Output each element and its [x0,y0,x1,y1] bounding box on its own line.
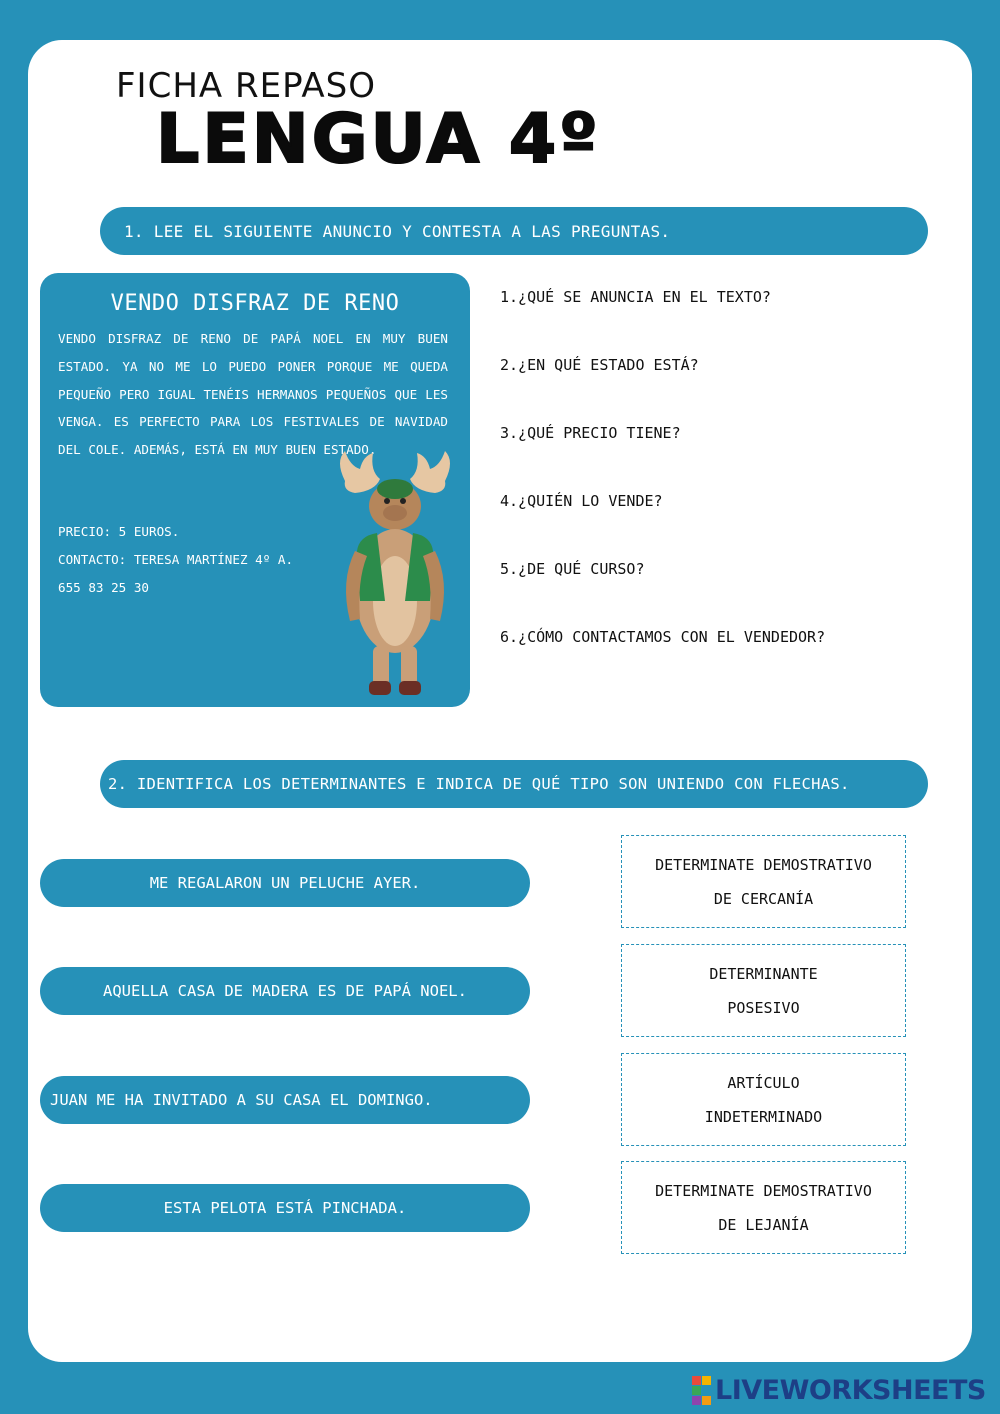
question-2: 2.¿EN QUÉ ESTADO ESTÁ? [500,356,699,374]
page-subtitle: FICHA REPASO [116,66,376,106]
determiner-type-box-4[interactable] [621,1161,906,1254]
question-1: 1.¿QUÉ SE ANUNCIA EN EL TEXTO? [500,288,771,306]
advertisement-card [40,273,470,707]
determiner-type-line2: INDETERMINADO [704,1107,823,1126]
sentence-item-3[interactable]: JUAN ME HA INVITADO A SU CASA EL DOMINGO. [40,1076,530,1124]
determiner-type-line1: DETERMINATE DEMOSTRATIVO [655,855,872,874]
determiner-type-line1: ARTÍCULO [727,1073,800,1092]
question-5: 5.¿DE QUÉ CURSO? [500,560,645,578]
determiner-type-box-1[interactable] [621,835,906,928]
ad-phone: 655 83 25 30 [58,580,149,595]
sentence-item-4[interactable]: ESTA PELOTA ESTÁ PINCHADA. [40,1184,530,1232]
determiner-type-box-2[interactable] [621,944,906,1037]
questions-list [500,288,940,696]
determiner-type-line1: DETERMINANTE [709,964,818,983]
ad-contact: CONTACTO: TERESA MARTÍNEZ 4º A. [58,552,294,567]
sentence-item-2[interactable]: AQUELLA CASA DE MADERA ES DE PAPÁ NOEL. [40,967,530,1015]
exercise-1-instruction: 1. LEE EL SIGUIENTE ANUNCIO Y CONTESTA A LAS PREGUNTAS. [100,207,928,255]
determiner-type-box-3[interactable] [621,1053,906,1146]
ad-title: VENDO DISFRAZ DE RENO [110,291,400,316]
question-3: 3.¿QUÉ PRECIO TIENE? [500,424,681,442]
question-4: 4.¿QUIÉN LO VENDE? [500,492,663,510]
question-6: 6.¿CÓMO CONTACTAMOS CON EL VENDEDOR? [500,628,826,646]
sentence-item-1[interactable]: ME REGALARON UN PELUCHE AYER. [40,859,530,907]
exercise-2-instruction: 2. IDENTIFICA LOS DETERMINANTES E INDICA DE QUÉ TIPO SON UNIENDO CON FLECHAS. [100,760,928,808]
determiner-type-line2: DE LEJANÍA [718,1215,809,1234]
determiner-type-line1: DETERMINATE DEMOSTRATIVO [655,1181,872,1200]
determiner-type-line2: POSESIVO [727,998,800,1017]
ad-info [58,518,358,602]
liveworksheets-brand: LIVEWORKSHEETS [715,1374,986,1406]
page-title: LENGUA 4º [156,100,601,179]
reindeer-costume-image [315,451,470,701]
liveworksheets-footer[interactable] [692,1374,986,1406]
liveworksheets-logo-icon [692,1376,711,1405]
ad-body: VENDO DISFRAZ DE RENO DE PAPÁ NOEL EN MUY BUEN ESTADO. YA NO ME LO PUEDO PONER PORQUE ME QUEDA PEQUEÑO PERO IGUAL TENÉIS HERMANOS PEQUEÑOS QUE LES VENGA. ES PERFECTO PARA LOS FESTIVALES DE NAVIDAD DEL COLE. ADEMÁS, ESTÁ EN MUY BUEN ESTADO. [58,331,448,458]
determiner-type-line2: DE CERCANÍA [713,889,814,908]
ad-price: PRECIO: 5 EUROS. [58,524,180,539]
